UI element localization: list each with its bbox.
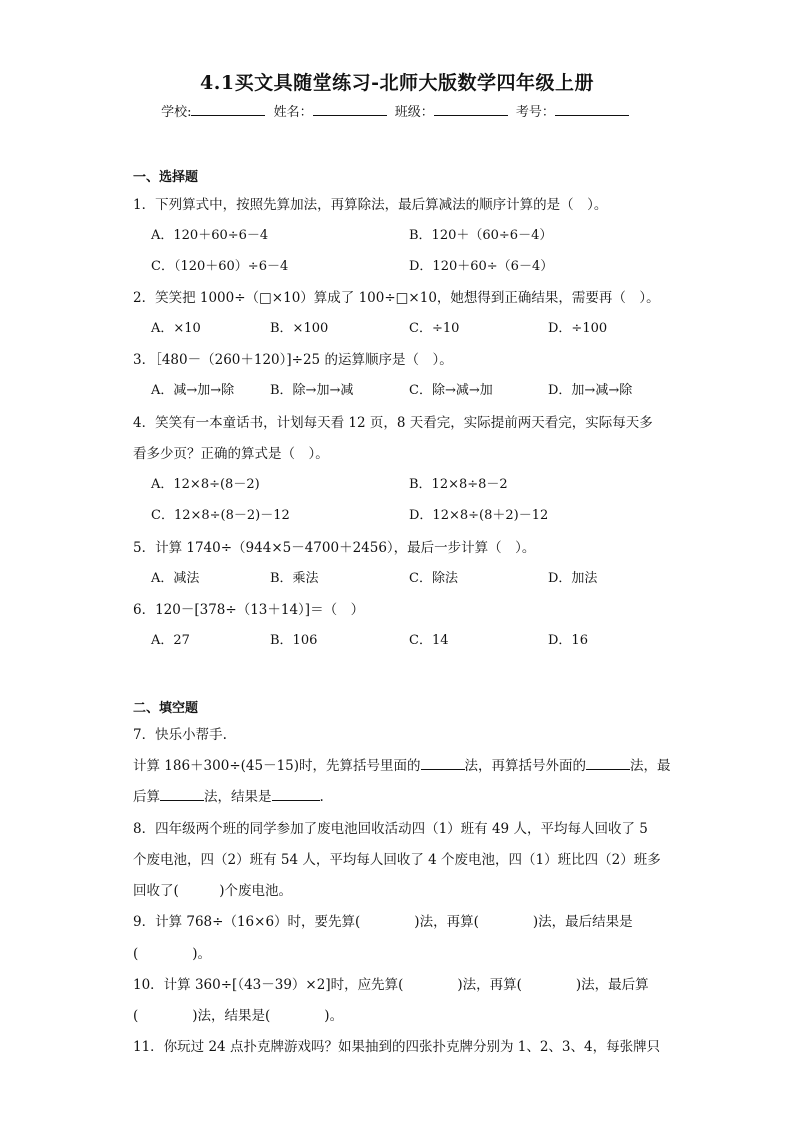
question-9-line1: 9．计算 768÷（16×6）时，要先算( )法，再算( )法，最后结果是	[133, 914, 633, 930]
question-7-text-f: .	[319, 789, 324, 805]
question-7-text-a: 计算 186＋300÷(45－15)时，先算括号里面的	[133, 758, 421, 774]
question-5-option-c: C．除法	[409, 571, 458, 586]
answer-blank[interactable]	[160, 788, 204, 801]
question-3-option-a: A．减→加→除	[151, 383, 235, 398]
question-1-option-b: B．120＋（60÷6－4）	[409, 228, 553, 243]
question-8-line3: 回收了( )个废电池。	[133, 883, 293, 899]
question-3-option-d: D．加→减→除	[548, 383, 633, 398]
name-label: 姓名：	[273, 105, 313, 120]
student-info-row	[0, 101, 794, 120]
exam-number-blank	[555, 103, 629, 116]
question-4-option-d: D．12×8÷(8＋2)－12	[409, 508, 549, 523]
question-7-line2	[133, 785, 324, 805]
question-3-option-b: B．除→加→减	[270, 383, 354, 398]
question-3-stem: 3．［480－（260＋120）]÷25 的运算顺序是（ ）。	[133, 352, 453, 368]
exam-number-label: 考号：	[515, 105, 555, 120]
question-2-option-d: D．÷100	[548, 321, 608, 336]
question-2-option-b: B．×100	[270, 321, 329, 336]
question-7-line1	[133, 754, 671, 774]
question-4-stem-line2: 看多少页？正确的算式是（ ）。	[133, 446, 329, 462]
page-title: 4.1买文具随堂练习-北师大版数学四年级上册	[200, 72, 594, 94]
section-heading-choice: 一、选择题	[133, 170, 199, 185]
question-3-option-c: C．除→减→加	[409, 383, 493, 398]
question-7-title: 7．快乐小帮手.	[133, 727, 227, 743]
question-1-option-c: C．（120＋60）÷6－4	[151, 259, 289, 274]
question-8-line2: 个废电池，四（2）班有 54 人，平均每人回收了 4 个废电池，四（1）班比四（2）班多	[133, 852, 661, 868]
question-9-line2: ( )。	[133, 946, 212, 962]
question-1-option-d: D．120＋60÷（6－4）	[409, 259, 554, 274]
question-7-text-b: 法，再算括号外面的	[464, 758, 587, 774]
question-6-option-b: B．106	[270, 633, 318, 648]
question-8-line1: 8．四年级两个班的同学参加了废电池回收活动四（1）班有 49 人，平均每人回收了 5	[133, 821, 648, 837]
question-4-stem-line1: 4．笑笑有一本童话书，计划每天看 12 页，8 天看完，实际提前两天看完，实际每天多	[133, 415, 653, 431]
question-6-option-d: D．16	[548, 633, 588, 648]
question-1-stem: 1．下列算式中，按照先算加法，再算除法，最后算减法的顺序计算的是（ ）。	[133, 197, 608, 213]
question-5-option-b: B．乘法	[270, 571, 319, 586]
question-10-line2: ( )法，结果是( )。	[133, 1008, 344, 1024]
question-6-option-a: A．27	[151, 633, 190, 648]
question-4-option-b: B．12×8÷8－2	[409, 477, 508, 492]
question-5-option-a: A．减法	[151, 571, 200, 586]
question-6-stem: 6．120－[378÷（13＋14）]＝（ ）	[133, 602, 365, 618]
question-10-line1: 10．计算 360÷[（43－39）×2]时，应先算( )法，再算( )法，最后算	[133, 977, 649, 993]
school-label: 学校:	[161, 105, 192, 120]
question-4-option-c: C．12×8÷(8－2)－12	[151, 508, 290, 523]
question-4-option-a: A．12×8÷(8－2)	[151, 477, 260, 492]
question-7-text-e: 法，结果是	[204, 789, 272, 805]
answer-blank[interactable]	[586, 757, 630, 770]
question-7-text-c: 法，最	[630, 758, 671, 774]
question-7-text-d: 后算	[133, 789, 160, 805]
section-heading-fill-blank: 二、填空题	[133, 701, 199, 716]
question-5-option-d: D．加法	[548, 571, 598, 586]
school-blank	[191, 103, 265, 116]
class-label: 班级：	[394, 105, 434, 120]
answer-blank[interactable]	[272, 788, 320, 801]
name-blank	[313, 103, 387, 116]
question-6-option-c: C．14	[409, 633, 449, 648]
question-5-stem: 5．计算 1740÷（944×5－4700＋2456），最后一步计算（ ）。	[133, 540, 536, 556]
question-1-option-a: A．120＋60÷6－4	[151, 228, 269, 243]
class-blank	[434, 103, 508, 116]
question-2-stem: 2．笑笑把 1000÷（□×10）算成了 100÷□×10，她想得到正确结果，需要再（ ）。	[133, 290, 660, 306]
question-2-option-c: C．÷10	[409, 321, 460, 336]
question-11-line1: 11．你玩过 24 点扑克牌游戏吗？如果抽到的四张扑克牌分别为 1、2、3、4，每张牌只	[133, 1039, 661, 1055]
answer-blank[interactable]	[421, 757, 465, 770]
question-2-option-a: A．×10	[151, 321, 201, 336]
